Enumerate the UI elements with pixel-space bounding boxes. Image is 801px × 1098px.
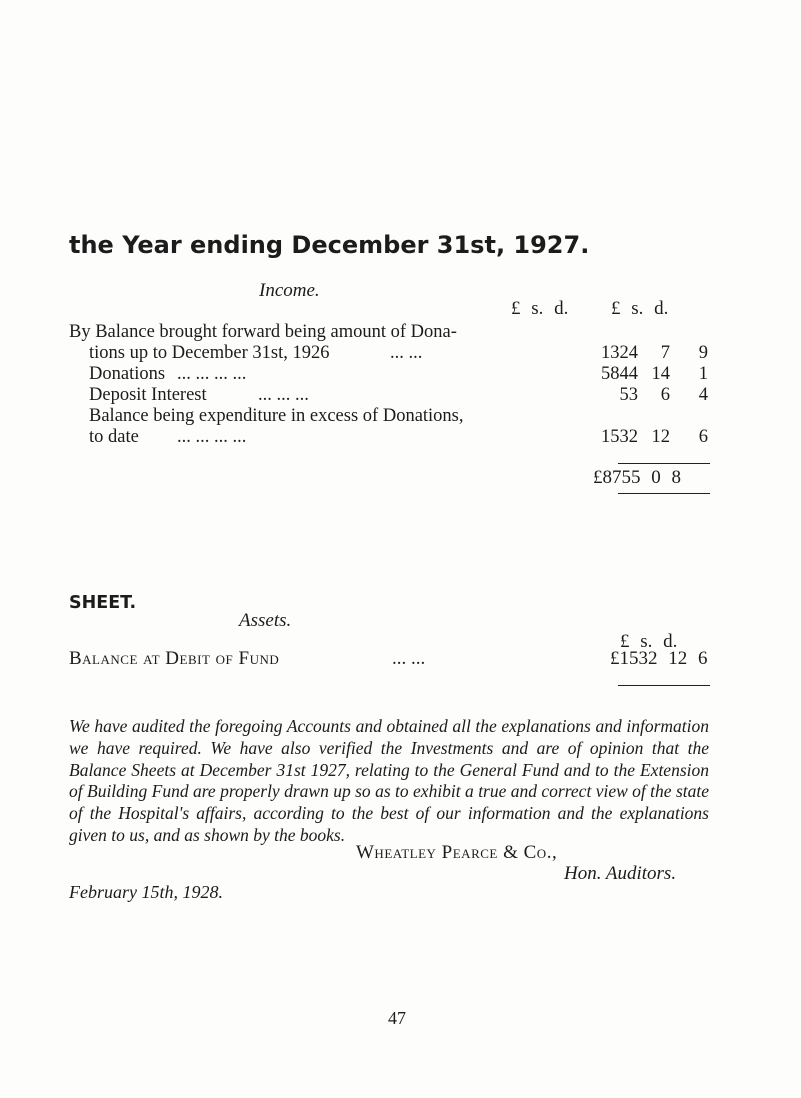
leader-dots: ... ...: [392, 648, 426, 669]
income-heading: Income.: [259, 280, 320, 301]
audit-date: February 15th, 1928.: [69, 882, 223, 902]
leader-dots: ... ...: [390, 343, 423, 363]
income-row-label-line1: By Balance brought forward being amount of Dona-: [69, 322, 457, 342]
audit-paragraph: We have audited the foregoing Accounts and obtained all the explanations and information we have required. We have also verified the Investments and are of opinion that the Balance Sheets at December 31st 1927, relating to the General Fund and to the Extension of Building Fund are properly drawn up so as to exhibit a true and correct view of the state of the Hospital's affairs, according to the best of our information and the explanations given to us, and as shown by the books.: [69, 716, 709, 845]
income-pence: 4: [698, 385, 708, 405]
income-row-label: Donations: [89, 364, 166, 384]
income-row-label-line2: tions up to December 31st, 1926: [89, 343, 330, 363]
total-rule-bottom: [618, 493, 710, 494]
income-pence: 1: [698, 364, 708, 384]
signatory-title: Hon. Auditors.: [564, 863, 677, 884]
income-pounds: 5844: [601, 364, 638, 384]
sheet-col-header: £ s. d.: [620, 631, 678, 652]
sheet-row-amount: £1532 12 6: [610, 648, 708, 669]
sheet-row-label: Balance at Debit of Fund: [69, 648, 280, 669]
income-pence: 6: [698, 427, 708, 447]
leader-dots: ... ... ... ...: [177, 364, 247, 384]
sheet-rule: [618, 685, 710, 686]
income-row-label: Deposit Interest: [89, 385, 207, 405]
income-total: £8755 0 8: [593, 467, 681, 488]
income-pounds: 1532: [601, 427, 638, 447]
income-col1-header: £ s. d.: [511, 298, 569, 319]
income-row-label-line2: to date: [89, 427, 139, 447]
income-pounds: 1324: [601, 343, 638, 363]
income-shillings: 6: [660, 385, 670, 405]
income-col2-header: £ s. d.: [611, 298, 669, 319]
leader-dots: ... ... ... ...: [177, 427, 247, 447]
assets-heading: Assets.: [239, 610, 292, 631]
sheet-heading: SHEET.: [69, 593, 137, 613]
signatory: Wheatley Pearce & Co.,: [356, 842, 558, 863]
income-pounds: 53: [619, 385, 638, 405]
page-title: the Year ending December 31st, 1927.: [69, 231, 590, 259]
total-rule-top: [618, 463, 710, 464]
income-pence: 9: [698, 343, 708, 363]
income-shillings: 7: [660, 343, 670, 363]
income-row-label-line1: Balance being expenditure in excess of Donations,: [89, 406, 464, 426]
income-shillings: 12: [651, 427, 670, 447]
income-shillings: 14: [651, 364, 670, 384]
leader-dots: ... ... ...: [258, 385, 309, 405]
page-number: 47: [388, 1008, 406, 1028]
